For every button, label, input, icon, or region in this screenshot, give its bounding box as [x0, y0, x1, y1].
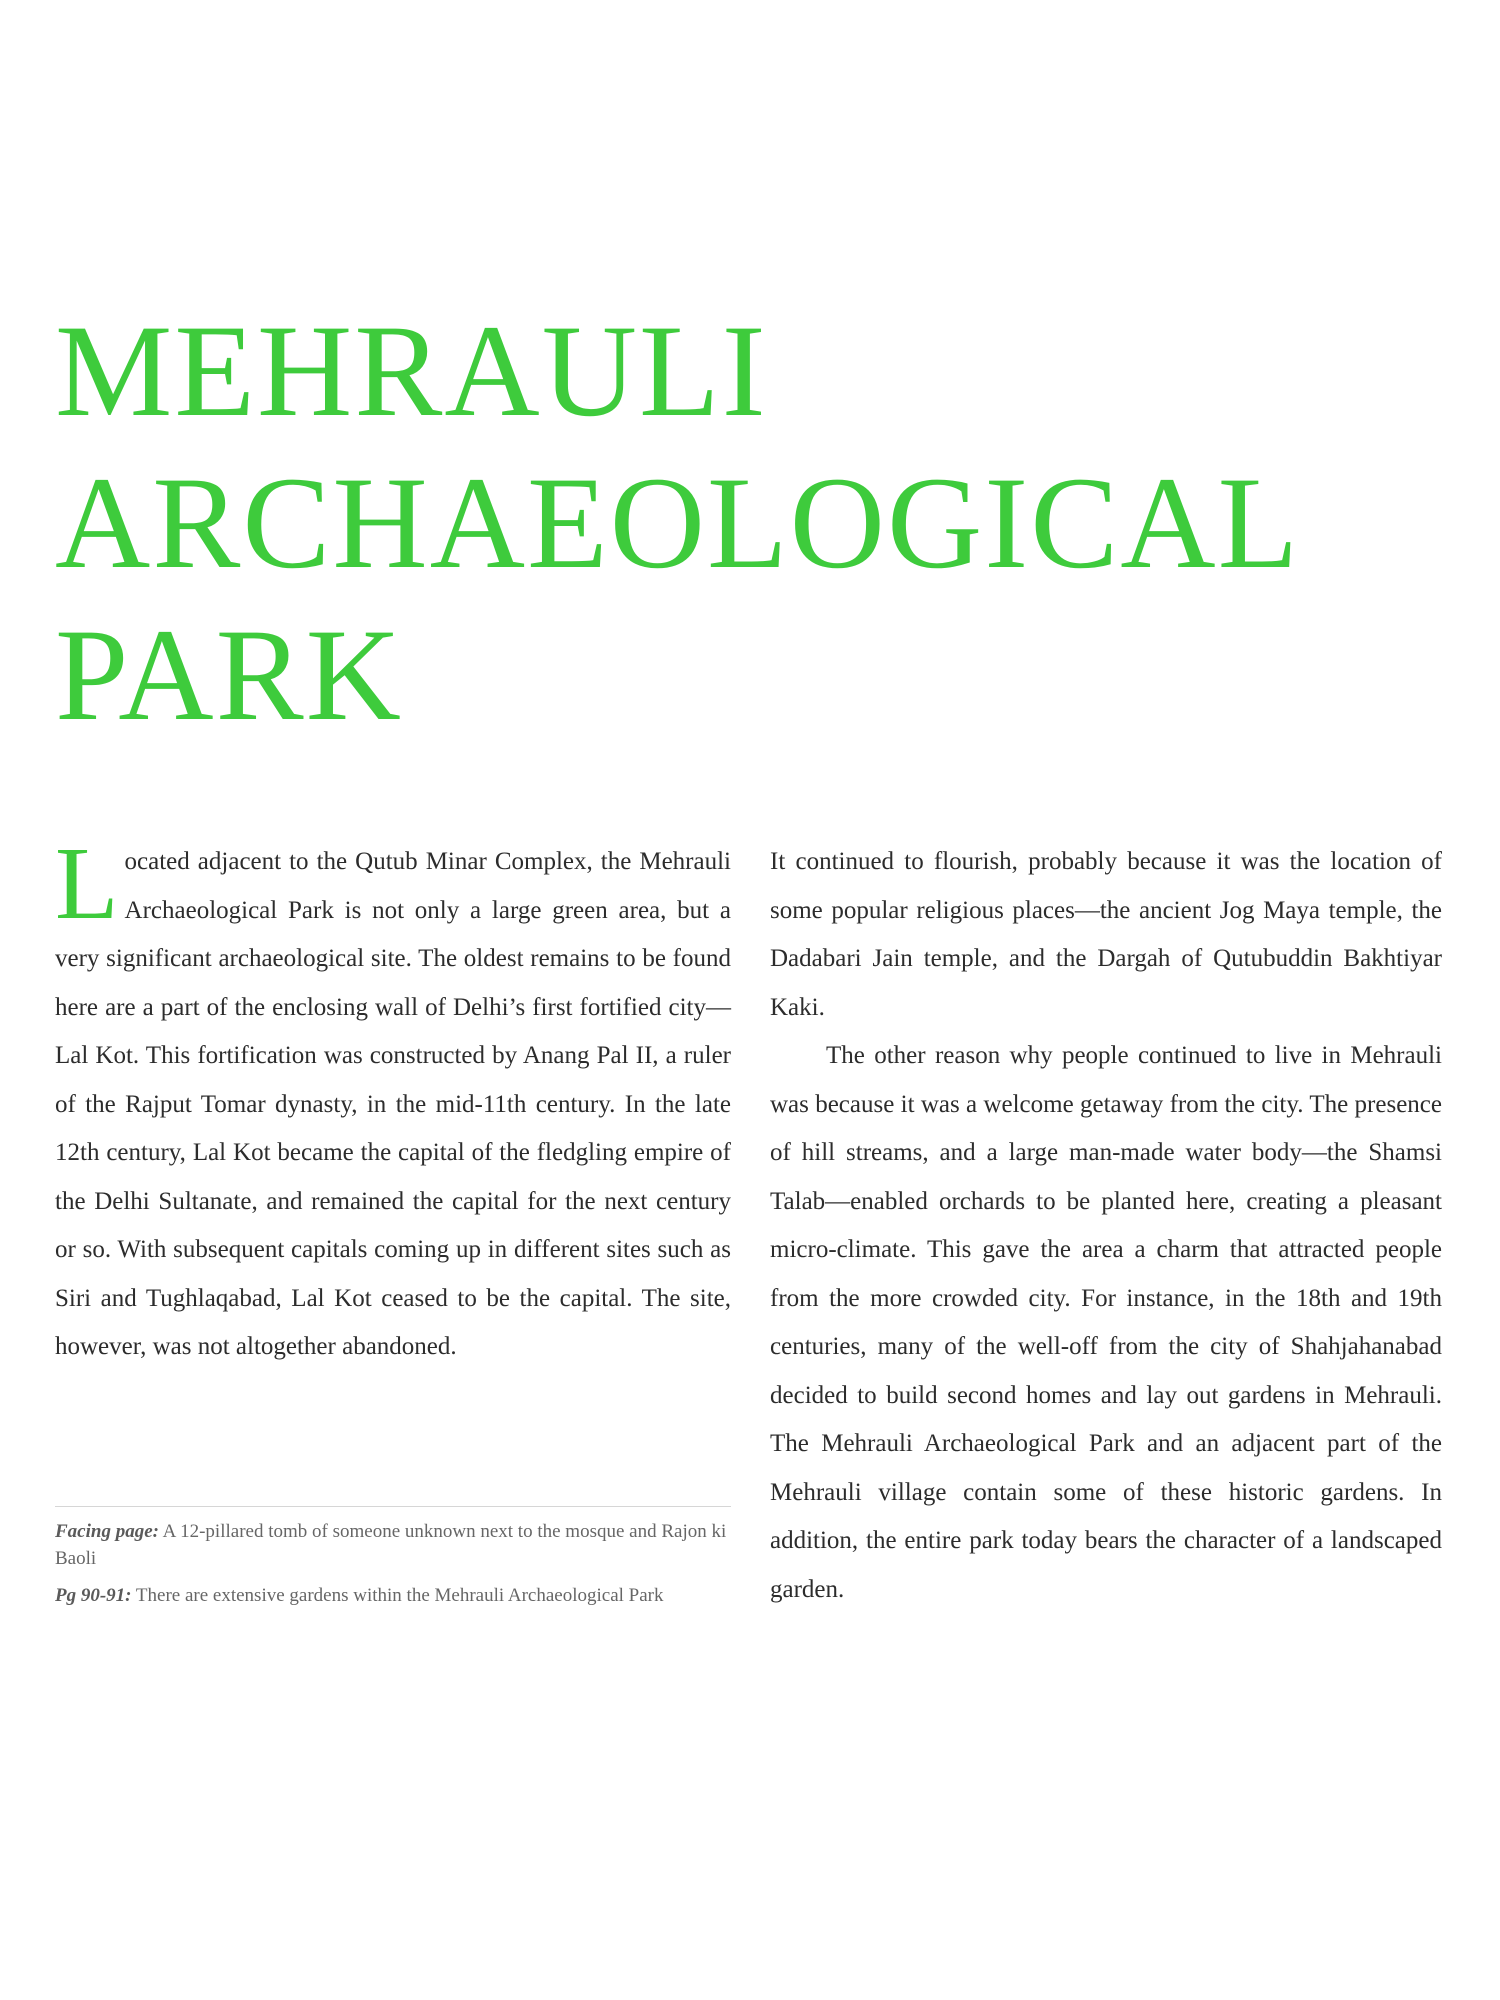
title-line-2: ARCHAEOLOGICAL — [55, 449, 1301, 596]
drop-cap: L — [55, 826, 119, 941]
caption-divider — [55, 1506, 731, 1507]
body-column-right — [770, 838, 1442, 1614]
caption-text: A 12-pillared tomb of someone unknown next to the mosque and Rajon ki Baoli — [55, 1521, 727, 1569]
photo-captions — [55, 1518, 731, 1619]
intro-paragraph-text: ocated adjacent to the Qutub Minar Complex, the Mehrauli Archaeological Park is not only a large green area, but a very significant archaeological site. The oldest remains to be found here are a part of the enclosing wall of Delhi’s first fortified city—Lal Kot. This fortification was constructed by Anang Pal II, a ruler of the Rajput Tomar dynasty, in the mid-11th century. In the late 12th century, Lal Kot became the capital of the fledgling empire of the Delhi Sultanate, and remained the capital for the next century or so. With subsequent capitals coming up in different sites such as Siri and Tughlaqabad, Lal Kot ceased to be the capital. The site, however, was not altogether abandoned. — [55, 848, 731, 1360]
paragraph-getaway: The other reason why people continued to live in Mehrauli was because it was a welcome getaway from the city. The presence of hill streams, and a large man-made water body—the Shamsi Talab—enabled orchards to be planted here, creating a pleasant micro-climate. This gave the area a charm that attracted people from the more crowded city. For instance, in the 18th and 19th centuries, many of the well-off from the city of Shahjahanabad decided to build second homes and lay out gardens in Mehrauli. The Mehrauli Archaeological Park and an adjacent part of the Mehrauli village contain some of these historic gardens. In addition, the entire park today bears the character of a landscaped garden. — [770, 1042, 1442, 1603]
caption-lead: Pg 90-91: — [55, 1585, 132, 1606]
caption-text: There are extensive gardens within the Mehrauli Archaeological Park — [131, 1585, 664, 1606]
page-title — [55, 295, 1455, 751]
intro-paragraph — [55, 826, 731, 1372]
caption-lead: Facing page: — [55, 1521, 159, 1542]
title-line-1: MEHRAULI — [55, 297, 768, 444]
body-column-left — [55, 826, 731, 1372]
caption-pg-90-91 — [55, 1582, 731, 1609]
caption-facing-page — [55, 1518, 731, 1572]
paragraph-continuation: It continued to flourish, probably because it was the location of some popular religious places—the ancient Jog Maya temple, the Dadabari Jain temple, and the Dargah of Qutubuddin Bakhtiyar Kaki. — [770, 848, 1442, 1021]
title-line-3: PARK — [55, 601, 403, 748]
